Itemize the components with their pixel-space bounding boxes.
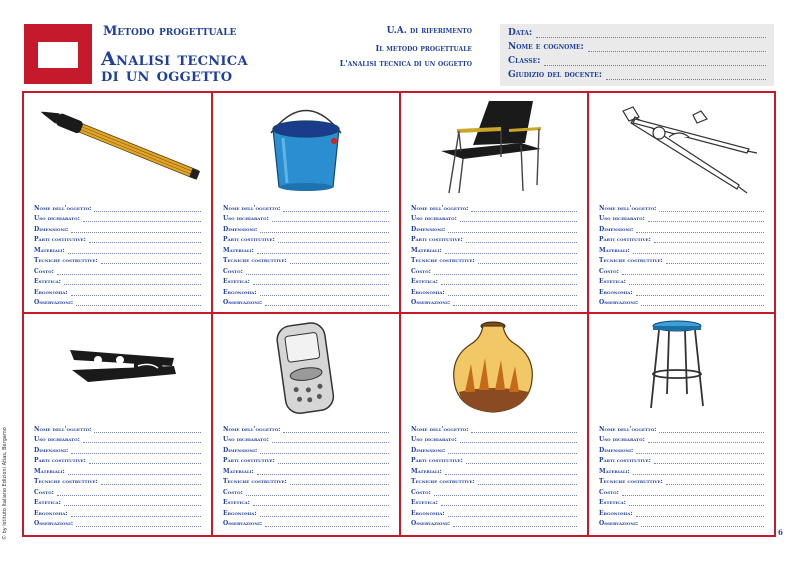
fill-line [64, 279, 201, 285]
field-ergonomics[interactable] [34, 506, 201, 517]
field-label: Ergonomia: [599, 288, 633, 296]
fill-line [257, 469, 389, 475]
field-parts[interactable] [599, 454, 764, 465]
fill-line [76, 521, 201, 527]
student-info-box [500, 24, 774, 86]
field-cost[interactable] [411, 264, 577, 275]
series-title: Metodo progettuale [103, 24, 237, 39]
field-list [223, 201, 389, 306]
field-ergonomics[interactable] [411, 506, 577, 517]
fill-line [448, 290, 577, 296]
object-card-7 [401, 314, 587, 535]
mobile-phone-illustration [213, 314, 399, 418]
field-label: Materiali: [34, 467, 65, 475]
fill-line [471, 206, 577, 212]
field-label: Ergonomia: [223, 509, 257, 517]
field-list [599, 201, 764, 306]
fill-line [94, 427, 201, 433]
fill-line [441, 279, 577, 285]
fill-line [260, 290, 389, 296]
fill-line [290, 258, 389, 264]
info-class-label: Classe: [508, 56, 541, 66]
field-dimensions[interactable] [223, 443, 389, 454]
field-label: Estetica: [599, 278, 626, 285]
field-declared-use[interactable] [411, 433, 577, 444]
fill-line [83, 437, 201, 443]
fill-line [636, 290, 764, 296]
field-label: Uso dichiarato: [34, 436, 80, 443]
reference-label: U.A. di riferimento [386, 26, 472, 36]
field-label: Ergonomia: [411, 509, 445, 517]
fill-line [260, 448, 389, 454]
field-materials[interactable] [411, 464, 577, 475]
page-title-line-1: Analisi tecnica [101, 48, 248, 70]
fill-line [636, 511, 764, 517]
field-observations[interactable] [411, 296, 577, 307]
field-aesthetics[interactable] [223, 496, 389, 507]
field-ergonomics[interactable] [411, 285, 577, 296]
field-techniques[interactable] [599, 475, 764, 486]
fill-line [666, 258, 764, 264]
field-label: Uso dichiarato: [223, 215, 269, 222]
field-label: Dimensioni: [223, 225, 258, 233]
fill-line [588, 43, 766, 52]
field-label: Nome dell'oggetto: [411, 425, 469, 433]
field-declared-use[interactable] [34, 433, 201, 444]
fill-line [89, 458, 201, 464]
clothespin-illustration [24, 314, 211, 418]
field-parts[interactable] [34, 233, 201, 244]
field-ergonomics[interactable] [223, 506, 389, 517]
field-label: Dimensioni: [34, 225, 69, 233]
field-observations[interactable] [599, 517, 764, 528]
field-name[interactable] [223, 201, 389, 212]
field-dimensions[interactable] [411, 222, 577, 233]
field-label: Parti costitutive: [411, 236, 463, 243]
copyright-notice: © by Istituto Italiano Edizioni Atlas, Bergamo [2, 427, 8, 540]
fill-line [253, 279, 389, 285]
field-label: Tecniche costruttive: [411, 257, 475, 264]
fill-line [57, 490, 201, 496]
fill-line [260, 227, 389, 233]
info-date-label: Data: [508, 28, 533, 38]
field-label: Materiali: [599, 246, 630, 254]
fill-line [257, 248, 389, 254]
field-declared-use[interactable] [599, 433, 764, 444]
field-observations[interactable] [223, 296, 389, 307]
fill-line [478, 479, 577, 485]
field-label: Costo: [34, 488, 54, 496]
fill-line [71, 448, 201, 454]
field-label: Tecniche costruttive: [411, 478, 475, 485]
field-label: Tecniche costruttive: [599, 257, 663, 264]
field-label: Nome dell'oggetto: [411, 204, 469, 212]
field-label: Ergonomia: [223, 288, 257, 296]
fill-line [253, 500, 389, 506]
logo-block [24, 24, 92, 84]
field-label: Ergonomia: [599, 509, 633, 517]
analysis-grid [22, 91, 776, 537]
fill-line [633, 248, 764, 254]
field-materials[interactable] [599, 464, 764, 475]
fill-line [76, 300, 201, 306]
object-card-1 [24, 93, 211, 312]
object-card-5 [24, 314, 211, 535]
field-dimensions[interactable] [34, 222, 201, 233]
field-label: Ergonomia: [34, 288, 68, 296]
fill-line [636, 448, 764, 454]
fill-line [633, 469, 764, 475]
fill-line [460, 437, 577, 443]
field-techniques[interactable] [223, 254, 389, 265]
field-label: Estetica: [411, 499, 438, 506]
page-title-line-2: di un oggetto [101, 64, 233, 86]
object-card-8 [589, 314, 774, 535]
field-dimensions[interactable] [599, 222, 764, 233]
fill-line [101, 258, 201, 264]
fill-line [68, 469, 201, 475]
field-name[interactable] [599, 201, 764, 212]
field-list [411, 422, 577, 527]
field-name[interactable] [34, 201, 201, 212]
field-label: Costo: [223, 267, 243, 275]
field-label: Tecniche costruttive: [223, 257, 287, 264]
fill-line [71, 511, 201, 517]
fill-line [448, 448, 577, 454]
field-label: Costo: [599, 267, 619, 275]
field-aesthetics[interactable] [34, 496, 201, 507]
field-label: Osservazioni: [599, 520, 639, 527]
info-grade-field[interactable] [508, 70, 766, 80]
fill-line [654, 237, 764, 243]
fill-line [260, 511, 389, 517]
field-label: Osservazioni: [223, 299, 263, 306]
fill-line [544, 57, 766, 66]
fill-line [659, 427, 764, 433]
field-cost[interactable] [599, 264, 764, 275]
field-cost[interactable] [223, 264, 389, 275]
fill-line [659, 206, 764, 212]
field-label: Tecniche costruttive: [223, 478, 287, 485]
fill-line [101, 479, 201, 485]
field-label: Dimensioni: [34, 446, 69, 454]
fill-line [460, 216, 577, 222]
field-label: Parti costitutive: [34, 457, 86, 464]
field-ergonomics[interactable] [599, 285, 764, 296]
field-parts[interactable] [223, 454, 389, 465]
field-ergonomics[interactable] [34, 285, 201, 296]
field-label: Costo: [34, 267, 54, 275]
field-label: Osservazioni: [411, 299, 451, 306]
field-label: Costo: [223, 488, 243, 496]
fill-line [57, 269, 201, 275]
field-label: Dimensioni: [599, 446, 634, 454]
field-declared-use[interactable] [223, 433, 389, 444]
fill-line [453, 521, 577, 527]
field-label: Parti costitutive: [223, 457, 275, 464]
field-declared-use[interactable] [411, 212, 577, 223]
fill-line [648, 437, 764, 443]
fill-line [448, 227, 577, 233]
fill-line [641, 300, 764, 306]
field-label: Tecniche costruttive: [34, 478, 98, 485]
object-card-6 [213, 314, 399, 535]
field-observations[interactable] [34, 296, 201, 307]
info-name-field[interactable] [508, 42, 766, 52]
field-materials[interactable] [34, 243, 201, 254]
field-techniques[interactable] [411, 254, 577, 265]
stool-illustration [589, 314, 774, 418]
fill-line [434, 490, 577, 496]
field-label: Materiali: [223, 467, 254, 475]
field-declared-use[interactable] [599, 212, 764, 223]
field-parts[interactable] [411, 233, 577, 244]
field-label: Ergonomia: [34, 509, 68, 517]
field-materials[interactable] [34, 464, 201, 475]
field-name[interactable] [34, 422, 201, 433]
field-label: Estetica: [34, 499, 61, 506]
field-label: Uso dichiarato: [599, 436, 645, 443]
field-parts[interactable] [223, 233, 389, 244]
info-grade-label: Giudizio del docente: [508, 70, 603, 80]
fill-line [648, 216, 764, 222]
page-number: 6 [778, 528, 783, 537]
fill-line [448, 511, 577, 517]
field-materials[interactable] [599, 243, 764, 254]
pen-illustration [24, 93, 211, 197]
field-list [34, 422, 201, 527]
fill-line [622, 490, 764, 496]
fill-line [445, 469, 577, 475]
field-name[interactable] [411, 201, 577, 212]
field-list [411, 201, 577, 306]
field-label: Nome dell'oggetto: [34, 425, 92, 433]
info-date-field[interactable] [508, 28, 766, 38]
field-label: Estetica: [411, 278, 438, 285]
field-aesthetics[interactable] [599, 496, 764, 507]
field-parts[interactable] [411, 454, 577, 465]
fill-line [434, 269, 577, 275]
field-label: Dimensioni: [223, 446, 258, 454]
compass-illustration [589, 93, 774, 197]
field-dimensions[interactable] [223, 222, 389, 233]
field-aesthetics[interactable] [34, 275, 201, 286]
field-label: Costo: [411, 488, 431, 496]
reference-line-2: L'analisi tecnica di un oggetto [339, 58, 472, 68]
fill-line [654, 458, 764, 464]
field-label: Estetica: [599, 499, 626, 506]
field-label: Osservazioni: [223, 520, 263, 527]
logo-window [38, 42, 78, 68]
field-label: Uso dichiarato: [223, 436, 269, 443]
field-label: Uso dichiarato: [599, 215, 645, 222]
fill-line [666, 479, 764, 485]
fill-line [636, 227, 764, 233]
fill-line [629, 500, 764, 506]
field-label: Osservazioni: [411, 520, 451, 527]
fill-line [246, 269, 389, 275]
info-name-label: Nome e cognome: [508, 42, 584, 52]
fill-line [94, 206, 201, 212]
field-label: Ergonomia: [411, 288, 445, 296]
fill-line [83, 216, 201, 222]
field-label: Osservazioni: [34, 299, 74, 306]
field-label: Costo: [411, 267, 431, 275]
field-label: Parti costitutive: [34, 236, 86, 243]
field-techniques[interactable] [411, 475, 577, 486]
fill-line [89, 237, 201, 243]
field-label: Estetica: [223, 499, 250, 506]
field-cost[interactable] [34, 264, 201, 275]
field-list [223, 422, 389, 527]
field-cost[interactable] [34, 485, 201, 496]
field-cost[interactable] [223, 485, 389, 496]
field-label: Tecniche costruttive: [599, 478, 663, 485]
fill-line [68, 248, 201, 254]
field-cost[interactable] [411, 485, 577, 496]
field-aesthetics[interactable] [411, 496, 577, 507]
fill-line [478, 258, 577, 264]
fill-line [283, 427, 389, 433]
field-observations[interactable] [223, 517, 389, 528]
field-techniques[interactable] [34, 475, 201, 486]
fill-line [246, 490, 389, 496]
fill-line [71, 227, 201, 233]
fill-line [606, 71, 766, 80]
field-label: Materiali: [223, 246, 254, 254]
field-ergonomics[interactable] [223, 285, 389, 296]
field-aesthetics[interactable] [411, 275, 577, 286]
field-dimensions[interactable] [599, 443, 764, 454]
reference-line-1: Il metodo progettuale [375, 43, 472, 53]
field-aesthetics[interactable] [223, 275, 389, 286]
field-label: Estetica: [223, 278, 250, 285]
field-label: Tecniche costruttive: [34, 257, 98, 264]
chair-illustration [401, 93, 587, 197]
field-label: Parti costitutive: [599, 457, 651, 464]
object-card-2 [213, 93, 399, 312]
field-declared-use[interactable] [34, 212, 201, 223]
field-label: Nome dell'oggetto: [223, 204, 281, 212]
fill-line [466, 458, 577, 464]
info-class-field[interactable] [508, 56, 766, 66]
field-label: Parti costitutive: [223, 236, 275, 243]
field-label: Materiali: [411, 246, 442, 254]
fill-line [536, 29, 766, 38]
field-label: Osservazioni: [34, 520, 74, 527]
field-label: Uso dichiarato: [411, 436, 457, 443]
fill-line [265, 300, 389, 306]
field-label: Dimensioni: [411, 225, 446, 233]
field-list [599, 422, 764, 527]
fill-line [629, 279, 764, 285]
field-label: Uso dichiarato: [34, 215, 80, 222]
fill-line [278, 458, 389, 464]
field-label: Materiali: [411, 467, 442, 475]
field-label: Dimensioni: [411, 446, 446, 454]
field-observations[interactable] [411, 517, 577, 528]
field-observations[interactable] [34, 517, 201, 528]
bucket-illustration [213, 93, 399, 197]
field-techniques[interactable] [34, 254, 201, 265]
fill-line [441, 500, 577, 506]
field-parts[interactable] [34, 454, 201, 465]
field-ergonomics[interactable] [599, 506, 764, 517]
object-card-4 [589, 93, 774, 312]
field-materials[interactable] [223, 464, 389, 475]
fill-line [265, 521, 389, 527]
fill-line [290, 479, 389, 485]
field-label: Costo: [599, 488, 619, 496]
fill-line [272, 437, 389, 443]
fill-line [466, 237, 577, 243]
fill-line [471, 427, 577, 433]
field-observations[interactable] [599, 296, 764, 307]
field-techniques[interactable] [599, 254, 764, 265]
field-parts[interactable] [599, 233, 764, 244]
field-name[interactable] [411, 422, 577, 433]
field-label: Nome dell'oggetto: [599, 425, 657, 433]
field-label: Uso dichiarato: [411, 215, 457, 222]
field-label: Parti costitutive: [411, 457, 463, 464]
field-list [34, 201, 201, 306]
field-label: Nome dell'oggetto: [599, 204, 657, 212]
vase-illustration [401, 314, 587, 418]
field-dimensions[interactable] [411, 443, 577, 454]
field-label: Parti costitutive: [599, 236, 651, 243]
object-card-3 [401, 93, 587, 312]
fill-line [453, 300, 577, 306]
field-label: Estetica: [34, 278, 61, 285]
fill-line [445, 248, 577, 254]
fill-line [641, 521, 764, 527]
field-label: Dimensioni: [599, 225, 634, 233]
fill-line [283, 206, 389, 212]
fill-line [622, 269, 764, 275]
field-techniques[interactable] [223, 475, 389, 486]
field-materials[interactable] [411, 243, 577, 254]
field-name[interactable] [223, 422, 389, 433]
field-declared-use[interactable] [223, 212, 389, 223]
field-label: Materiali: [599, 467, 630, 475]
field-dimensions[interactable] [34, 443, 201, 454]
fill-line [272, 216, 389, 222]
field-label: Osservazioni: [599, 299, 639, 306]
field-label: Nome dell'oggetto: [34, 204, 92, 212]
fill-line [64, 500, 201, 506]
field-aesthetics[interactable] [599, 275, 764, 286]
field-cost[interactable] [599, 485, 764, 496]
field-name[interactable] [599, 422, 764, 433]
field-materials[interactable] [223, 243, 389, 254]
fill-line [71, 290, 201, 296]
field-label: Nome dell'oggetto: [223, 425, 281, 433]
field-label: Materiali: [34, 246, 65, 254]
fill-line [278, 237, 389, 243]
